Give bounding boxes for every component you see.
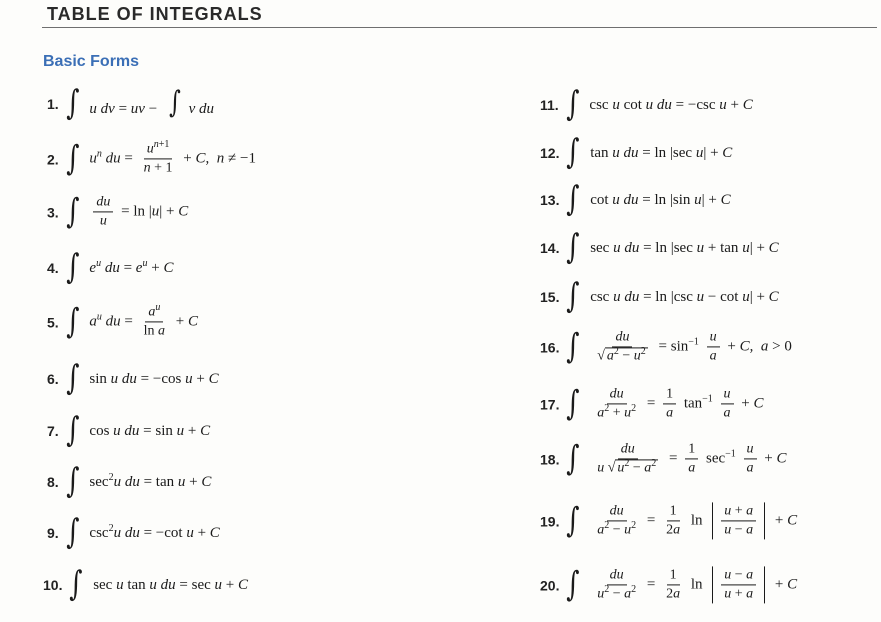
integral-sign-icon: ∫ (566, 438, 580, 478)
formula-number: 20. (540, 577, 560, 593)
formula-18 (540, 438, 787, 478)
formula-number: 7. (47, 423, 59, 439)
formula-13 (540, 179, 731, 219)
formula-number: 1. (47, 96, 59, 112)
formula-20 (540, 566, 797, 603)
formula-number: 14. (540, 240, 560, 256)
formula-14 (540, 227, 779, 267)
formula-number: 2. (47, 151, 59, 167)
integral-sign-icon: ∫ (566, 227, 580, 267)
formula-expression: csc u cot u du = −csc u + C (589, 96, 753, 113)
integral-sign-icon: ∫ (566, 132, 580, 172)
formula-expression: u dv = uv − ∫ v du (89, 85, 214, 120)
integral-sign-icon: ∫ (65, 410, 80, 450)
formula-expression: $e^u$ du = $e^u + C$ (89, 257, 174, 276)
page-title: TABLE OF INTEGRALS (47, 4, 263, 24)
integral-sign-icon: ∫ (65, 358, 80, 398)
formula-11 (540, 84, 753, 124)
formula-number: 6. (47, 371, 59, 387)
title-rule (42, 27, 877, 28)
integral-sign-icon: ∫ (65, 301, 80, 341)
formula-number: 5. (47, 314, 59, 330)
formula-expression: sec u du = ln |sec u + tan u| + C (590, 239, 779, 256)
formula-expression: $\frac{du}{a^2 - u^2}$ = $\frac{1}{2a}$ ln $\frac{u + a}{u - a}$ + C (590, 502, 797, 539)
formula-number: 15. (540, 289, 560, 305)
formula-expression: $\csc^2u$ du = −cot u + C (89, 522, 220, 541)
formula-number: 4. (47, 260, 59, 276)
formula-2 (47, 138, 256, 178)
integral-sign-icon: ∫ (565, 84, 580, 124)
integral-sign-icon: ∫ (69, 564, 83, 604)
formula-16 (540, 326, 792, 366)
formula-expression: $\sec^2u$ du = tan u + C (89, 471, 212, 490)
formula-number: 16. (540, 339, 560, 355)
formula-number: 13. (540, 192, 560, 208)
formula-expression: $\frac{du}{u^2 - a^2}$ = $\frac{1}{2a}$ ln $\frac{u - a}{u + a}$ + C (590, 566, 797, 603)
integral-sign-icon: ∫ (65, 512, 80, 552)
formula-number: 12. (540, 145, 560, 161)
formula-number: 18. (540, 451, 560, 467)
section-heading: Basic Forms (43, 53, 140, 70)
formula-expression: $\frac{du}{u √ u^2 - a^2}$ = $\frac{1}{a}$ $\sec^{-1}$ $\frac{u}{a}$ + C (597, 441, 787, 476)
integral-sign-icon: ∫ (566, 383, 580, 423)
formula-expression: $\frac{du}{√ a^2 - u^2}$ = $\sin^{-1}$ $\frac{u}{a}$ + C, a > 0 (597, 329, 792, 364)
integral-sign-icon: ∫ (65, 83, 80, 123)
formula-expression: $a^u$ du = $\frac{a^u}{\text{ln a}}$ + C (89, 301, 198, 339)
integral-sign-icon: ∫ (566, 500, 580, 540)
formula-expression: $\frac{du}{a^2 + u^2}$ = $\frac{1}{a}$ $\tan^{-1}$ $\frac{u}{a}$ + C (597, 386, 764, 421)
formula-6 (47, 358, 219, 398)
integral-sign-icon: ∫ (566, 326, 580, 366)
formula-3 (47, 191, 189, 231)
formula-number: 3. (47, 204, 59, 220)
integral-sign-icon: ∫ (65, 247, 80, 287)
formula-number: 8. (47, 474, 59, 490)
formula-10 (43, 564, 249, 604)
formula-4 (47, 247, 174, 287)
formula-12 (540, 132, 733, 172)
formula-5 (47, 301, 198, 341)
formula-19 (540, 502, 797, 539)
formula-17 (540, 383, 764, 423)
formula-expression: $\frac{du}{u}$ = ln |u| + C (89, 194, 188, 229)
formula-number: 17. (540, 396, 560, 412)
formula-number: 9. (47, 525, 59, 541)
formula-number: 19. (540, 513, 560, 529)
formula-expression: cot u du = ln |sin u| + C (590, 191, 731, 208)
formula-expression: csc u du = ln |csc u − cot u| + C (590, 288, 779, 305)
formula-1 (47, 83, 214, 123)
integral-sign-icon: ∫ (566, 564, 580, 604)
formula-expression: $u^n$ du = $\frac{u^{n+1}}{n + 1}$ + C, n ≠ −1 (89, 138, 256, 176)
formula-expression: tan u du = ln |sec u| + C (590, 144, 733, 161)
formula-number: 11. (540, 97, 559, 113)
formula-expression: sec u tan u du = sec u + C (93, 576, 249, 593)
formula-9 (47, 512, 220, 552)
integral-sign-icon: ∫ (566, 276, 580, 316)
formula-8 (47, 461, 212, 501)
formula-15 (540, 276, 779, 316)
formula-expression: sin u du = −cos u + C (89, 370, 219, 387)
formula-7 (47, 410, 211, 450)
integral-sign-icon: ∫ (566, 179, 580, 219)
integral-sign-icon: ∫ (65, 191, 80, 231)
formula-number: 10. (43, 577, 63, 593)
integral-sign-icon: ∫ (65, 461, 80, 501)
integral-sign-icon: ∫ (65, 138, 80, 178)
formula-expression: cos u du = sin u + C (89, 422, 211, 439)
